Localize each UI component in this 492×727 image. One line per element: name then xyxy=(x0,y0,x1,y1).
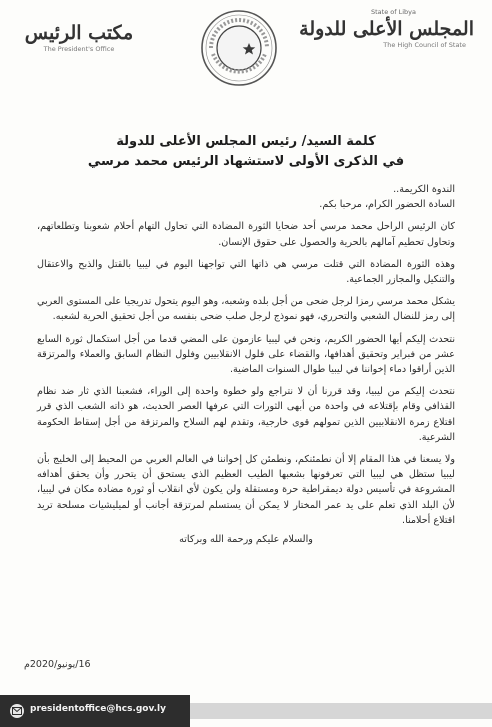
greeting-line-2: السادة الحضور الكرام، مرحبا بكم. xyxy=(319,199,455,211)
footer-bar xyxy=(0,695,492,727)
council-name-english: The High Council of State xyxy=(383,41,466,49)
speech-title xyxy=(40,132,452,172)
office-name-arabic: مكتب الرئيس xyxy=(24,22,134,44)
closing-line: والسلام عليكم ورحمة الله وبركاته xyxy=(179,534,313,546)
paragraph-2: وهذه الثورة المضادة التي قتلت مرسي هي ذاتها التي تواجهنا اليوم في ليبيا بالقتل والذبح والاعتقال والتنكيل والمجازر الجماعية. xyxy=(37,258,455,286)
council-name-arabic: المجلس الأعلى للدولة xyxy=(299,18,474,40)
paragraph-6: ولا يسعنا في هذا المقام إلا أن نطمئنكم، ونطمئن كل إخواننا في العالم العربي من المحيط إلى الخليج بأن ليبيا ستظل هي ليبيا التي تعرفونها بشعبها الطيب العظيم الذي يستحق أن يتحرر وأن يحقق أهدافه المشروعة في تأسيس دولة ديمقراطية حرة ومستقلة ولن يكون لأي انقلاب أو ثورة مضادة مكان في ليبيا، لأن البلد الذي تعلم على يد عمر المختار لا يمكن أن يستسلم لمرتزقة أجانب أو لميليشيات مسلحة تريد اقتلاع أحلامنا. xyxy=(37,454,455,526)
letterhead xyxy=(0,0,492,100)
mail-icon xyxy=(10,704,24,718)
title-line-1: كلمة السيد/ رئيس المجلس الأعلى للدولة xyxy=(116,134,376,149)
title-line-2: في الذكرى الأولى لاستشهاد الرئيس محمد مرسي xyxy=(87,154,405,169)
paragraph-3: يشكل محمد مرسي رمزا لرجل ضحى من أجل بلده وشعبه، وهو اليوم يتحول تدريجيا على المستوى العربي إلى رمز للنضال الشعبي والتحرري، فهو نموذج لرجل صلب ضحى بنفسه من أجل تحقيق الحرية لشعبه. xyxy=(37,296,455,323)
paragraph-4: نتحدث إليكم أيها الحضور الكريم، ونحن في ليبيا عازمون على المضي قدما من أجل استكمال ثورة السابع عشر من فبراير وتحقيق أهدافها، والقضاء على فلول الانقلابيين وفلول النظام السابق والعملاء والمرتزقة الذين أراقوا دماء إخواننا في ليبيا طوال السنوات الماضية. xyxy=(37,333,455,376)
paragraph-1: كان الرئيس الراحل محمد مرسي أحد ضحايا الثورة المضادة التي تحاول التهام أحلام شعوبنا وتطلعاتهم، وتحاول تحطيم آمالهم بالحرية والحصول على حقوق الإنسان. xyxy=(37,221,455,248)
speech-body xyxy=(37,182,455,554)
libya-emblem-icon xyxy=(199,8,279,88)
presidents-office-logo xyxy=(24,22,134,53)
high-council-logo xyxy=(299,8,474,49)
paragraph-5: نتحدث إليكم من ليبيا، وقد قررنا أن لا نتراجع ولو خطوة واحدة إلى الوراء، فشعبنا الذي ثار ضد نظام القذافي وقام بإقتلاعه في واحدة من أبهى الثورات التي عرفها العصر الحديث، هو ذاته الشعب الذي قرر اقتلاع زمرة الانقلابيين الذين تمولهم قوى خارجية، وتقدم لهم السلاح والمرتزقة من أجل إسقاط الحكومة الشرعية. xyxy=(37,386,455,443)
document-date: 16/يونيو/2020م xyxy=(24,659,91,670)
footer-grey-band xyxy=(190,703,492,719)
office-name-english: The President's Office xyxy=(43,45,115,53)
footer-email-link[interactable]: presidentoffice@hcs.gov.ly xyxy=(30,704,166,714)
state-of-libya-label: State of Libya xyxy=(371,8,416,16)
greeting-line-1: الندوة الكريمة.. xyxy=(393,184,455,195)
